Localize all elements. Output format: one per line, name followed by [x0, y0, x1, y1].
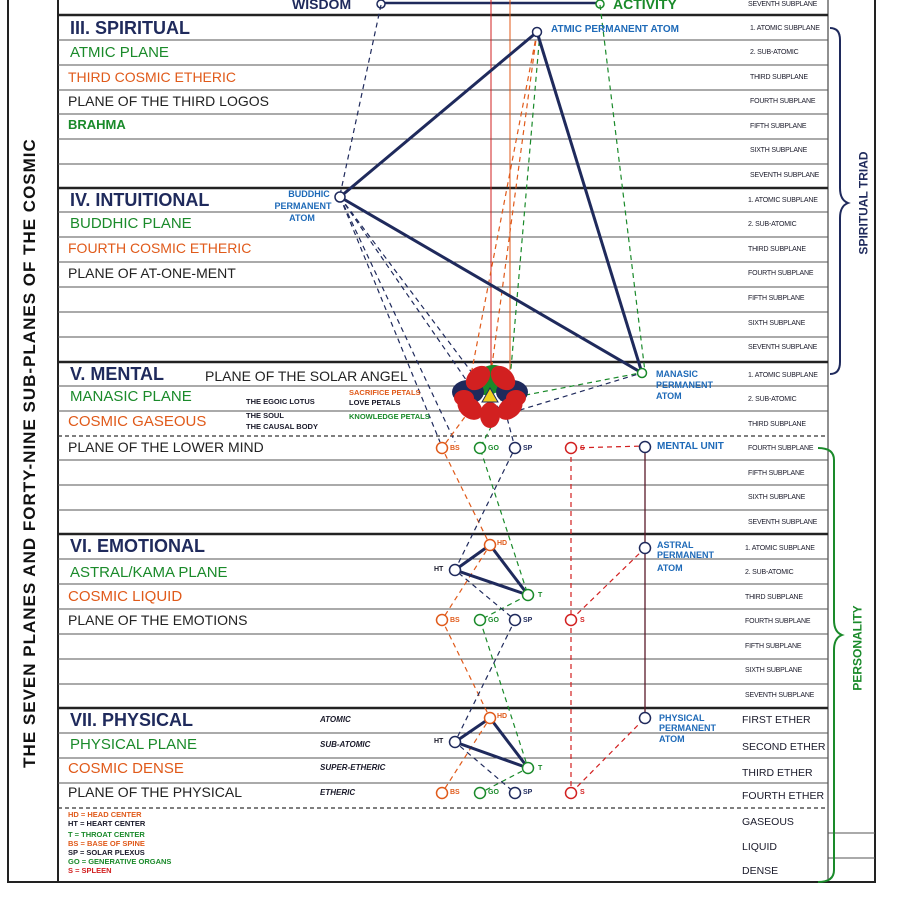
mental-unit-node: [640, 442, 651, 453]
center-sp-label-3: SP: [523, 789, 533, 796]
plane-of-physical-label: PLANE OF THE PHYSICAL: [68, 784, 243, 800]
center-s-label-3: S: [580, 789, 585, 796]
legend-go: GO = GENERATIVE ORGANS: [68, 857, 172, 866]
astral-atom-label-2: PERMANENT: [657, 550, 715, 560]
manasic-atom-node: [638, 369, 647, 378]
intuitional-heading: IV. INTUITIONAL: [70, 190, 210, 210]
buddhic-atom-label-1: BUDDHIC: [288, 189, 330, 199]
cosmic-liquid-label: COSMIC LIQUID: [68, 588, 183, 605]
atomic-sublabel: ATOMIC: [320, 715, 351, 724]
center-sp-label-1: SP: [523, 445, 533, 452]
sp-emotional-1: 1. ATOMIC SUBPLANE: [745, 545, 815, 552]
manasic-plane-label: MANASIC PLANE: [70, 388, 192, 405]
lower-mind-label: PLANE OF THE LOWER MIND: [68, 439, 264, 455]
egoic-lotus-label: THE EGOIC LOTUS: [246, 397, 315, 406]
center-go-label-3: GO: [488, 789, 499, 796]
super-etheric-sublabel: SUPER-ETHERIC: [320, 763, 386, 772]
sp-mental-2: 2. SUB-ATOMIC: [748, 396, 797, 403]
sp-spiritual-1: 1. ATOMIC SUBPLANE: [750, 25, 820, 32]
spiritual-triad-bracket: [830, 28, 848, 374]
sp-mental-6: SIXTH SUBPLANE: [748, 494, 806, 501]
center-go-label-1: GO: [488, 445, 499, 452]
sp-emotional-7: SEVENTH SUBPLANE: [745, 692, 815, 699]
activity-label: ACTIVITY: [613, 0, 677, 12]
atmic-atom-label: ATMIC PERMANENT ATOM: [551, 24, 679, 35]
spiritual-heading: III. SPIRITUAL: [70, 18, 191, 38]
sp-physical-6: LIQUID: [742, 841, 778, 853]
sacrifice-petals-label: SACRIFICE PETALS: [349, 388, 421, 397]
sp-physical-5: GASEOUS: [742, 816, 794, 828]
legend-ht: HT = HEART CENTER: [68, 819, 146, 828]
center-hd-label-2: HD: [497, 713, 508, 720]
sp-physical-4: FOURTH ETHER: [742, 790, 825, 802]
sp-emotional-5: FIFTH SUBPLANE: [745, 643, 802, 650]
legend-t: T = THROAT CENTER: [68, 830, 145, 839]
sp-intuitional-2: 2. SUB-ATOMIC: [748, 221, 797, 228]
physical-heading: VII. PHYSICAL: [70, 710, 194, 730]
fourth-cosmic-etheric-label: FOURTH COSMIC ETHERIC: [68, 240, 252, 256]
buddhic-atom-label-2: PERMANENT: [274, 201, 332, 211]
astral-atom-node: [640, 543, 651, 554]
legend-hd: HD = HEAD CENTER: [68, 810, 142, 819]
cosmic-gaseous-label: COSMIC GASEOUS: [68, 413, 207, 430]
center-bs-label-1: BS: [450, 445, 460, 452]
center-t-label-2: T: [538, 765, 543, 772]
third-cosmic-etheric-label: THIRD COSMIC ETHERIC: [68, 69, 236, 85]
subplane-top-seventh: SEVENTH SUBPLANE: [748, 1, 818, 8]
astral-atom-label-1: ASTRAL: [657, 540, 694, 550]
personality-bracket: [818, 448, 842, 882]
physical-atom-label-2: PERMANENT: [659, 723, 717, 733]
center-s-label-1: S: [580, 445, 585, 452]
sp-intuitional-6: SIXTH SUBPLANE: [748, 320, 806, 327]
astral-plane-label: ASTRAL/KAMA PLANE: [70, 564, 228, 581]
sp-physical-1: FIRST ETHER: [742, 714, 811, 726]
atmic-plane-label: ATMIC PLANE: [70, 44, 169, 61]
manasic-atom-label-3: ATOM: [656, 391, 682, 401]
physical-atom-label-3: ATOM: [659, 734, 685, 744]
sp-intuitional-5: FIFTH SUBPLANE: [748, 295, 805, 302]
sp-physical-7: DENSE: [742, 865, 779, 877]
emotions-label: PLANE OF THE EMOTIONS: [68, 612, 248, 628]
manasic-atom-label-2: PERMANENT: [656, 380, 714, 390]
sp-emotional-6: SIXTH SUBPLANE: [745, 667, 803, 674]
sp-mental-5: FIFTH SUBPLANE: [748, 470, 805, 477]
sp-spiritual-6: SIXTH SUBPLANE: [750, 147, 808, 154]
legend-sp: SP = SOLAR PLEXUS: [68, 848, 145, 857]
wisdom-label: WISDOM: [292, 0, 352, 12]
mental-heading: V. MENTAL: [70, 364, 165, 384]
causal-body-label: THE CAUSAL BODY: [246, 422, 318, 431]
sp-emotional-3: THIRD SUBPLANE: [745, 594, 803, 601]
spiritual-triad-label: SPIRITUAL TRIAD: [856, 151, 871, 255]
sp-physical-2: SECOND ETHER: [742, 741, 826, 753]
brahma-label: BRAHMA: [68, 117, 126, 132]
center-go-label-2: GO: [488, 617, 499, 624]
sp-spiritual-4: FOURTH SUBPLANE: [750, 98, 816, 105]
knowledge-petals-label: KNOWLEDGE PETALS: [349, 412, 430, 421]
center-s-label-2: S: [580, 617, 585, 624]
center-t-label-1: T: [538, 592, 543, 599]
cosmic-dense-label: COSMIC DENSE: [68, 760, 184, 777]
center-ht-label-1: HT: [434, 566, 444, 573]
third-logos-label: PLANE OF THE THIRD LOGOS: [68, 93, 269, 109]
legend-bs: BS = BASE OF SPINE: [68, 839, 145, 848]
sp-mental-3: THIRD SUBPLANE: [748, 421, 806, 428]
sub-atomic-sublabel: SUB-ATOMIC: [320, 740, 371, 749]
sp-spiritual-5: FIFTH SUBPLANE: [750, 123, 807, 130]
egoic-lotus: [452, 359, 528, 428]
main-title: THE SEVEN PLANES AND FORTY-NINE SUB-PLANES OF THE COSMIC: [20, 138, 39, 768]
sp-mental-7: SEVENTH SUBPLANE: [748, 519, 818, 526]
solar-angel-label: PLANE OF THE SOLAR ANGEL: [205, 368, 408, 384]
sp-spiritual-2: 2. SUB-ATOMIC: [750, 49, 799, 56]
manasic-atom-label-1: MANASIC: [656, 369, 698, 379]
physical-atom-label-1: PHYSICAL: [659, 713, 705, 723]
sp-physical-3: THIRD ETHER: [742, 767, 813, 779]
buddhic-plane-label: BUDDHIC PLANE: [70, 215, 192, 232]
soul-label: THE SOUL: [246, 411, 284, 420]
sp-mental-1: 1. ATOMIC SUBPLANE: [748, 372, 818, 379]
atmic-atom-node: [533, 28, 542, 37]
sp-emotional-2: 2. SUB-ATOMIC: [745, 569, 794, 576]
etheric-sublabel: ETHERIC: [320, 788, 356, 797]
astral-atom-label-3: ATOM: [657, 563, 683, 573]
sp-intuitional-7: SEVENTH SUBPLANE: [748, 344, 818, 351]
sp-emotional-4: FOURTH SUBPLANE: [745, 618, 811, 625]
legend-s: S = SPLEEN: [68, 866, 112, 875]
center-sp-label-2: SP: [523, 617, 533, 624]
buddhic-atom-label-3: ATOM: [289, 213, 315, 223]
center-ht-label-2: HT: [434, 738, 444, 745]
sp-intuitional-3: THIRD SUBPLANE: [748, 246, 806, 253]
sp-mental-4: FOURTH SUBPLANE: [748, 445, 814, 452]
physical-atom-node: [640, 713, 651, 724]
personality-label: PERSONALITY: [850, 605, 865, 691]
center-hd-label-1: HD: [497, 540, 508, 547]
center-bs-label-3: BS: [450, 789, 460, 796]
sp-spiritual-7: SEVENTH SUBPLANE: [750, 172, 820, 179]
sp-spiritual-3: THIRD SUBPLANE: [750, 74, 808, 81]
mental-unit-label: MENTAL UNIT: [657, 441, 724, 452]
sp-intuitional-4: FOURTH SUBPLANE: [748, 270, 814, 277]
center-bs-label-2: BS: [450, 617, 460, 624]
love-petals-label: LOVE PETALS: [349, 398, 401, 407]
at-one-ment-label: PLANE OF AT-ONE-MENT: [68, 265, 236, 281]
emotional-heading: VI. EMOTIONAL: [70, 536, 205, 556]
sp-intuitional-1: 1. ATOMIC SUBPLANE: [748, 197, 818, 204]
physical-plane-label: PHYSICAL PLANE: [70, 736, 197, 753]
